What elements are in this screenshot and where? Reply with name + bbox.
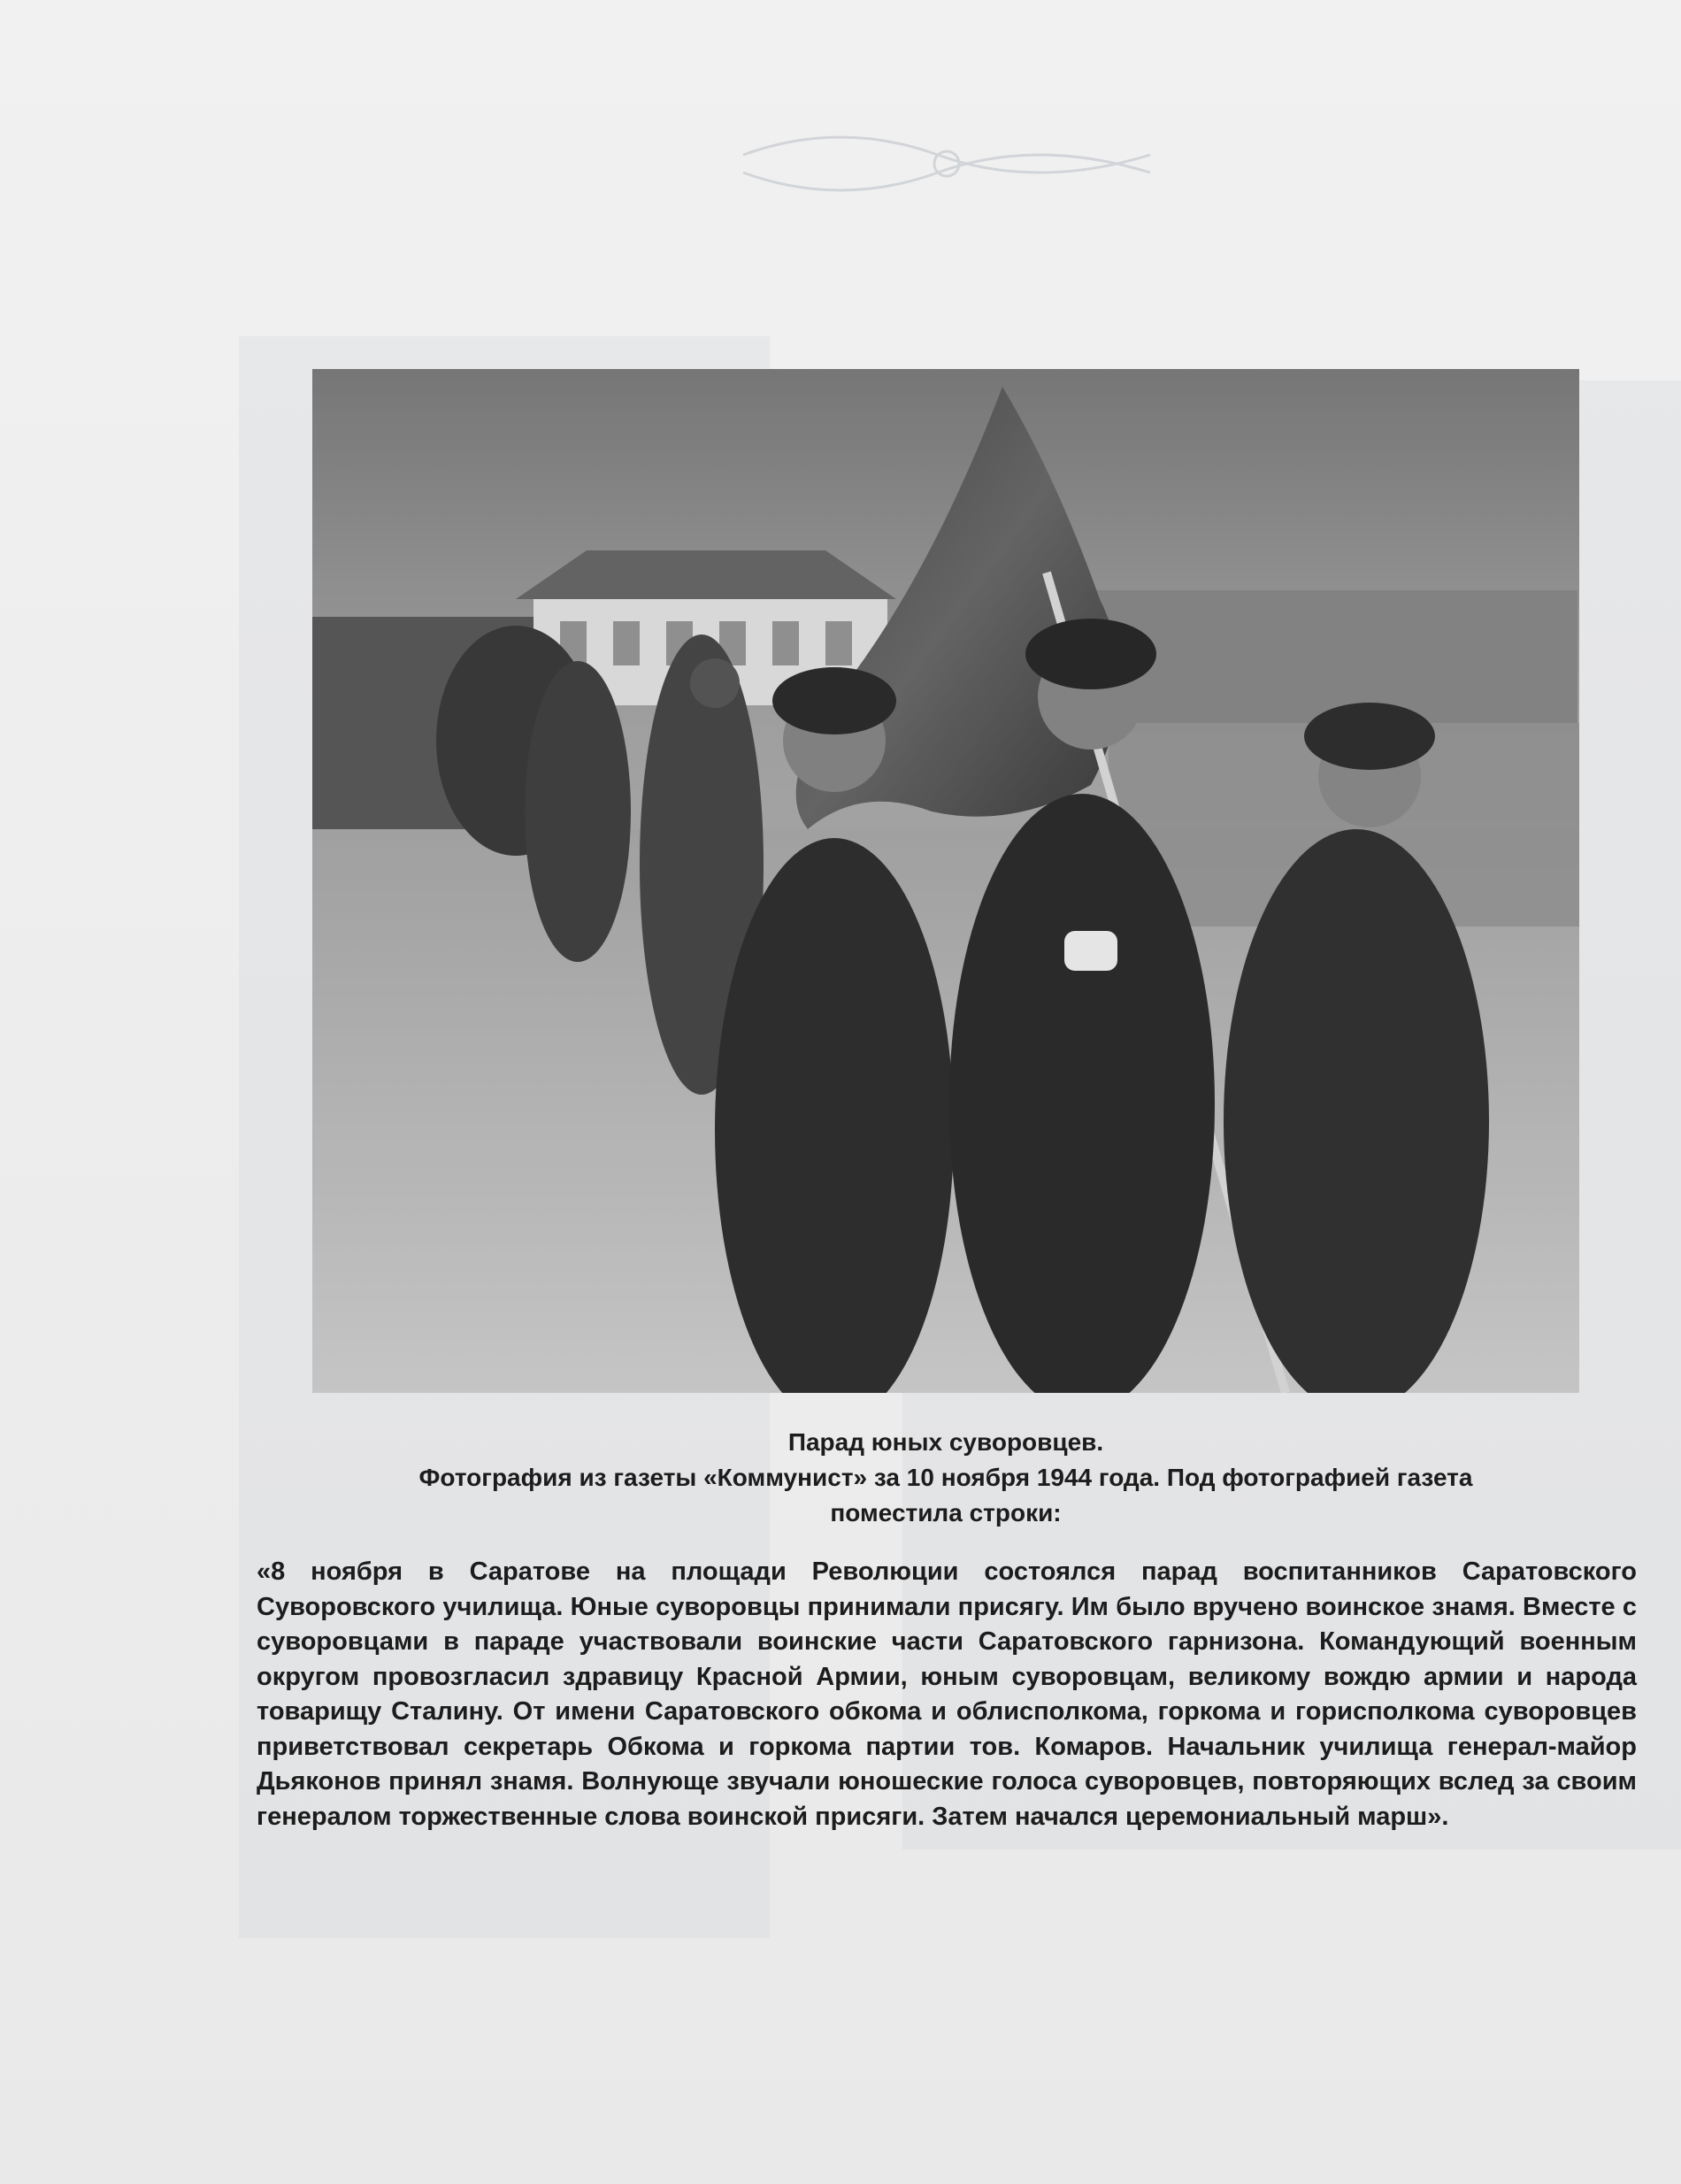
newspaper-quote-text: «8 ноября в Саратове на площади Революции состоялся парад воспитанников Саратовского Суворовского училища. Юные суворовцы принимали присягу. Им было вручено воинское знамя. Вместе с суворовцами в параде участвовали воинские части Саратовского гарнизона. Командующий военным округом провозгласил здравицу Красной Армии, юным суворовцам, великому вождю армии и народа товарищу Сталину. От имени Саратовского обкома и облисполкома, горкома и горисполкома суворовцев приветствовал секретарь Обкома и горкома партии тов. Комаров. Начальник училища генерал-майор Дьяконов принял знамя. Волнующе звучали юношеские голоса суворовцев, повторяющих вслед за своим генералом торжественные слова воинской присяги. Затем начался церемониальный марш». [257,1557,1637,1831]
parade-photo-image [312,369,1579,1393]
ornament-divider [734,119,1159,217]
photo-caption-line-2: поместила строки: [830,1499,1062,1526]
photo-caption-line-1: Фотография из газеты «Коммунист» за 10 ноября 1944 года. Под фотографией газета [418,1464,1473,1491]
photo-caption-title: Парад юных суворовцев. [787,1428,1104,1456]
photo-caption-subtitle [312,1460,1579,1531]
parade-photograph [312,369,1579,1393]
newspaper-quote [257,1555,1637,1834]
